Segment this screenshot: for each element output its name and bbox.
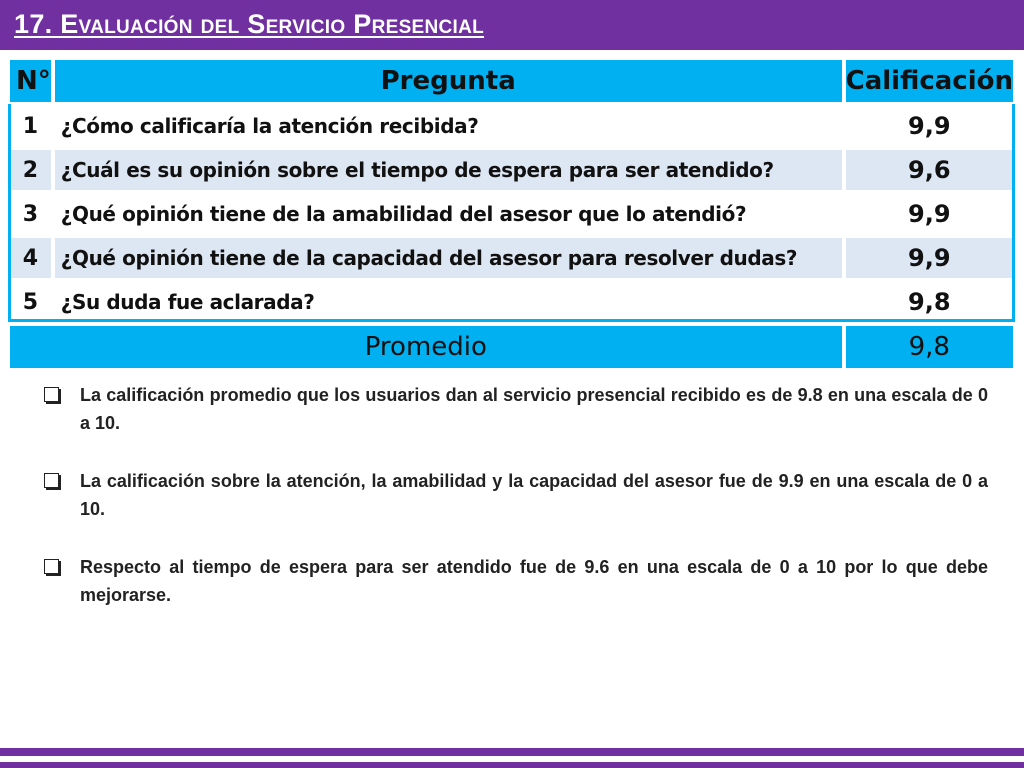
row-score: 9,9 <box>844 236 1015 280</box>
evaluation-table <box>8 58 1015 370</box>
header-score: Calificación <box>844 58 1015 104</box>
row-num: 2 <box>8 148 53 192</box>
bullet-item <box>44 553 988 609</box>
row-num: 5 <box>8 280 53 324</box>
row-question: ¿Su duda fue aclarada? <box>53 280 844 324</box>
checkbox-bullet-icon <box>44 387 59 402</box>
title-bar <box>0 0 1024 50</box>
table-row <box>8 280 1015 324</box>
header-num: N° <box>8 58 53 104</box>
row-question: ¿Qué opinión tiene de la amabilidad del asesor que lo atendió? <box>53 192 844 236</box>
row-score: 9,6 <box>844 148 1015 192</box>
header-question: Pregunta <box>53 58 844 104</box>
bottom-bar <box>0 748 1024 756</box>
table-header-row <box>8 58 1015 104</box>
average-value: 9,8 <box>844 324 1015 370</box>
row-score: 9,8 <box>844 280 1015 324</box>
row-question: ¿Cuál es su opinión sobre el tiempo de espera para ser atendido? <box>53 148 844 192</box>
bullet-text: La calificación sobre la atención, la amabilidad y la capacidad del asesor fue de 9.9 en una escala de 0 a 10. <box>80 471 988 519</box>
bullet-list <box>44 381 988 639</box>
slide-title: 17. Evaluación del Servicio Presencial <box>14 9 485 39</box>
average-label: Promedio <box>8 324 844 370</box>
row-question: ¿Qué opinión tiene de la capacidad del asesor para resolver dudas? <box>53 236 844 280</box>
row-num: 3 <box>8 192 53 236</box>
row-score: 9,9 <box>844 192 1015 236</box>
table-row <box>8 192 1015 236</box>
bullet-item <box>44 467 988 523</box>
average-row <box>8 324 1015 370</box>
bullet-text: Respecto al tiempo de espera para ser atendido fue de 9.6 en una escala de 0 a 10 por lo que debe mejorarse. <box>80 557 988 605</box>
row-num: 4 <box>8 236 53 280</box>
row-score: 9,9 <box>844 104 1015 148</box>
checkbox-bullet-icon <box>44 559 59 574</box>
bullet-item <box>44 381 988 437</box>
row-question: ¿Cómo calificaría la atención recibida? <box>53 104 844 148</box>
table-row <box>8 236 1015 280</box>
table-row <box>8 104 1015 148</box>
bullet-text: La calificación promedio que los usuarios dan al servicio presencial recibido es de 9.8 en una escala de 0 a 10. <box>80 385 988 433</box>
table-row <box>8 148 1015 192</box>
row-num: 1 <box>8 104 53 148</box>
bottom-line <box>0 762 1024 768</box>
checkbox-bullet-icon <box>44 473 59 488</box>
